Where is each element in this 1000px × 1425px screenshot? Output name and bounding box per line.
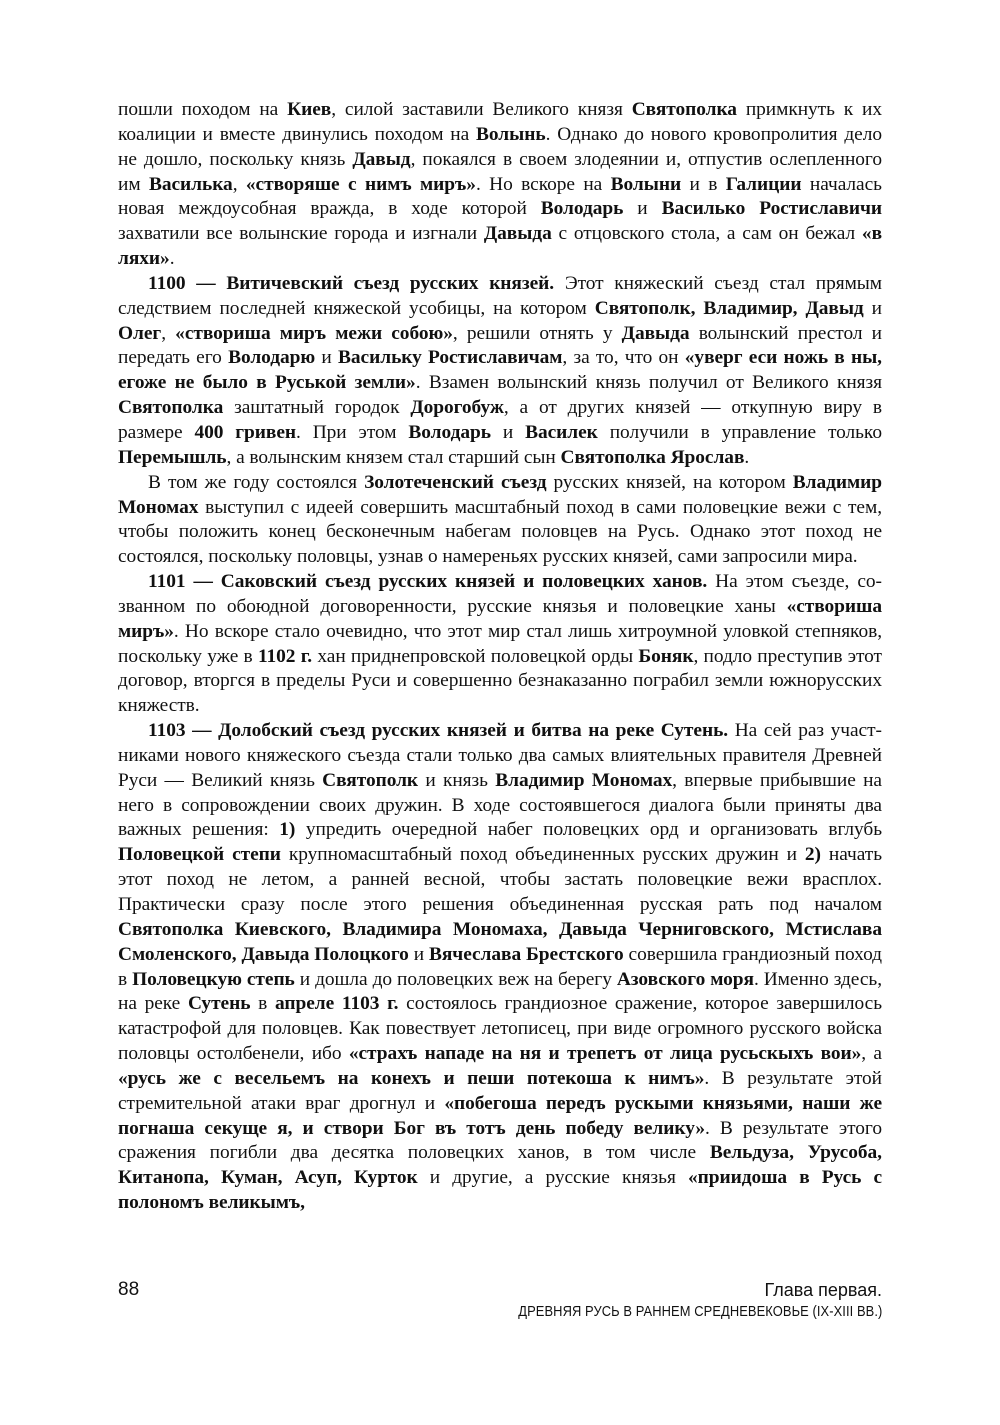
- text-run: начать этот поход не летом, а ранней весной, чтобы застать половецкие вежи врасплох. Практически сразу после этого решения объединенная русская рать под началом: [118, 844, 882, 915]
- text-run: , а от других князей — откупную виру в размере: [118, 397, 882, 443]
- text-run: .: [169, 248, 175, 270]
- text-run: русских князей, на котором: [546, 471, 793, 493]
- text-run: , а: [861, 1043, 882, 1065]
- bold-text: Василько Ростиславичи: [661, 198, 882, 220]
- text-run: совершила грандиозный поход в: [118, 943, 882, 990]
- bold-text: Боняк: [638, 645, 694, 667]
- text-run: . В результате этой стремительной атаки враг дрогнул и: [118, 1067, 882, 1114]
- bold-text: Васильку Ростиславичам: [338, 347, 563, 369]
- text-run: . Но вскоре на: [475, 173, 611, 195]
- page-body-text: [118, 98, 882, 1216]
- bold-text: 1): [279, 819, 296, 841]
- text-run: . Однако до нового кровопролития дело не дошло, поскольку князь: [118, 123, 882, 170]
- text-run: . Именно здесь, на реке: [118, 968, 882, 1015]
- text-run: В том же году состоялся: [148, 471, 365, 493]
- paragraph: [118, 719, 882, 1216]
- bold-text: Давыда: [483, 223, 552, 245]
- bold-text: «створиша миръ»: [118, 595, 882, 642]
- text-run: . Но вскоре стало очевидно, что этот мир стал лишь хитроумной уловкой степняков, поскольку уже в: [118, 620, 882, 667]
- text-run: выступил с идеей совершить масштабный поход в сами половецкие вежи с тем, чтобы положить конец бесконечным набегам половцев на Русь. Однако этот поход не состоялся, поскольку половцы, узнав о намереньях русских князей, сами запросили мира.: [118, 496, 882, 568]
- text-run: , впервые прибывшие на него в сопровождении своих дружин. В ходе состоявшегося диалога были приняты два важных решения:: [118, 769, 882, 841]
- bold-text: Святополка: [631, 99, 737, 120]
- bold-text: Володарю: [228, 347, 316, 369]
- bold-text: Перемышль: [118, 446, 227, 468]
- bold-text: Половецкой степи: [118, 844, 281, 866]
- text-run: и: [623, 198, 662, 220]
- paragraph: [118, 98, 882, 272]
- bold-text: 1103 — Долобский съезд русских князей и битва на реке Сутень.: [148, 720, 729, 742]
- text-run: , покаялся в своем злодеянии и, отпустив ослепленного им: [118, 148, 882, 195]
- bold-text: Василька: [148, 173, 233, 195]
- bold-text: Золотеченский съезд: [364, 471, 547, 493]
- bold-text: «уверг еси ножь в ны, егоже не было в Руськой земли»: [118, 347, 882, 394]
- bold-text: Галиции: [725, 173, 802, 195]
- text-run: началась новая междоусобная вражда, в ходе которой: [118, 173, 882, 220]
- bold-text: «страхъ нападе на ня и трепетъ от лица русьскыхъ вои»: [348, 1043, 862, 1065]
- bold-text: «створиша миръ межи собою»: [175, 322, 453, 344]
- bold-text: Давыда: [621, 322, 690, 344]
- bold-text: «побегоша передъ рускыми князьями, наши же погнаша секуще я, и створи Бог въ тотъ день победу велику»: [118, 1092, 882, 1139]
- bold-text: 1101 — Саковский съезд русских князей и половецких ханов.: [148, 571, 708, 593]
- bold-text: «в ляхи»: [118, 223, 882, 270]
- text-run: и: [863, 297, 883, 319]
- text-run: , подло преступив этот договор, вторгся в пределы Руси и совершенно безнаказанно пограбил земли южнорусских княжеств.: [118, 645, 882, 717]
- bold-text: Василек: [525, 421, 598, 443]
- bold-text: Володарь: [408, 421, 491, 443]
- text-run: . При этом: [296, 421, 409, 443]
- bold-text: Киев: [287, 99, 332, 120]
- bold-text: 1102 г.: [257, 645, 313, 667]
- text-run: , решили отнять у: [452, 322, 622, 344]
- bold-text: Волыни: [610, 173, 682, 195]
- bold-text: 400 гривен: [194, 421, 296, 443]
- text-run: .: [744, 446, 750, 468]
- bold-text: Святополка: [118, 397, 224, 419]
- text-run: и в: [681, 173, 726, 195]
- text-run: и: [315, 347, 339, 369]
- chapter-subtitle: ДРЕВНЯЯ РУСЬ В РАННЕМ СРЕДНЕВЕКОВЬЕ (IX-XIII ВВ.): [517, 1303, 882, 1320]
- text-run: Этот княжеский съезд стал прямым следствием последней княжеской усобицы, на котором: [118, 272, 882, 319]
- bold-text: Давыд: [352, 148, 411, 170]
- bold-text: «створяше с нимъ миръ»: [245, 173, 476, 195]
- text-run: волынский престол и передать его: [118, 322, 882, 369]
- bold-text: Половецкую степь: [132, 968, 295, 990]
- text-run: На сей раз участниками нового княжеского съезда стали только два самых влиятельных правителя Древней Руси — Великий князь: [118, 720, 883, 791]
- text-run: . Взамен волынский князь получил от Великого князя: [415, 372, 882, 394]
- bold-text: Святополка Ярослав: [560, 446, 745, 468]
- bold-text: Волынь: [476, 123, 546, 145]
- text-run: и князь: [418, 769, 496, 791]
- text-run: упредить очередной набег половецких орд и организовать вглубь: [295, 819, 882, 841]
- text-run: заштатный городок: [223, 397, 411, 419]
- text-run: захватили все волынские города и изгнали: [118, 223, 484, 245]
- bold-text: апреле 1103 г.: [274, 993, 399, 1015]
- text-run: хан приднепровской половецкой орды: [312, 645, 639, 667]
- bold-text: Володарь: [540, 198, 624, 220]
- text-run: состоялось грандиозное сражение, которое завершилось катастрофой для половцев. Как повествует летописец, при виде огромного русского войска половцы остолбенели, ибо: [118, 993, 883, 1065]
- page-number: 88: [118, 1279, 140, 1300]
- text-run: и другие, а русские князья: [417, 1167, 688, 1189]
- text-run: . В результате этого сражения погибли два десятка половецких ханов, в том числе: [118, 1117, 882, 1164]
- text-run: крупномасштабный поход объединенных русских дружин и: [280, 844, 805, 866]
- paragraph: [118, 471, 882, 570]
- paragraph: [118, 570, 882, 719]
- bold-text: «русь же с весельемъ на конехъ и пеши потекоша к нимъ»: [118, 1067, 705, 1089]
- paragraph: [118, 272, 882, 471]
- text-run: и: [408, 943, 429, 965]
- text-run: ,: [161, 322, 176, 344]
- text-run: получили в управление только: [597, 421, 882, 443]
- running-footer: [459, 1279, 882, 1323]
- text-run: , за то, что он: [562, 347, 685, 369]
- bold-text: Вельдуза, Урусоба, Китанопа, Куман, Асуп, Курток: [118, 1142, 882, 1189]
- text-run: примкнуть к их коалиции и вместе двинулись походом на: [118, 99, 882, 145]
- bold-text: Святополк: [322, 769, 419, 791]
- bold-text: Сутень: [187, 993, 251, 1015]
- bold-text: «приидоша в Русь с полономъ великымъ,: [118, 1167, 883, 1214]
- bold-text: Владимир Мономах: [118, 471, 882, 518]
- bold-text: 2): [804, 844, 821, 866]
- text-run: На этом съезде, созванном по обоюдной договоренности, русские князья и половецкие ханы: [118, 571, 882, 617]
- bold-text: Святополка Киевского, Владимира Мономаха, Давыда Черниговского, Мстислава Смоленского, Давыда Полоцкого: [118, 918, 882, 965]
- text-run: , а волынским князем стал старший сын: [226, 446, 561, 468]
- bold-text: Олег: [118, 322, 162, 344]
- bold-text: 1100 — Витичевский съезд русских князей.: [148, 272, 555, 294]
- bold-text: Дорогобуж: [410, 397, 504, 419]
- text-run: в: [250, 993, 275, 1015]
- bold-text: Азовского моря: [616, 968, 754, 990]
- bold-text: Владимир Мономах: [495, 769, 673, 791]
- bold-text: Святополк, Владимир, Давыд: [594, 297, 864, 319]
- text-run: пошли походом на: [118, 99, 288, 120]
- bold-text: Вячеслава Брестского: [428, 943, 624, 965]
- text-run: ,: [232, 173, 246, 195]
- text-run: и: [490, 421, 526, 443]
- text-run: , силой заставили Великого князя: [331, 99, 632, 120]
- text-run: и дошла до половецких веж на берегу: [294, 968, 617, 990]
- chapter-title: Глава первая.: [764, 1280, 882, 1300]
- text-run: с отцовского стола, а сам он бежал: [551, 223, 862, 245]
